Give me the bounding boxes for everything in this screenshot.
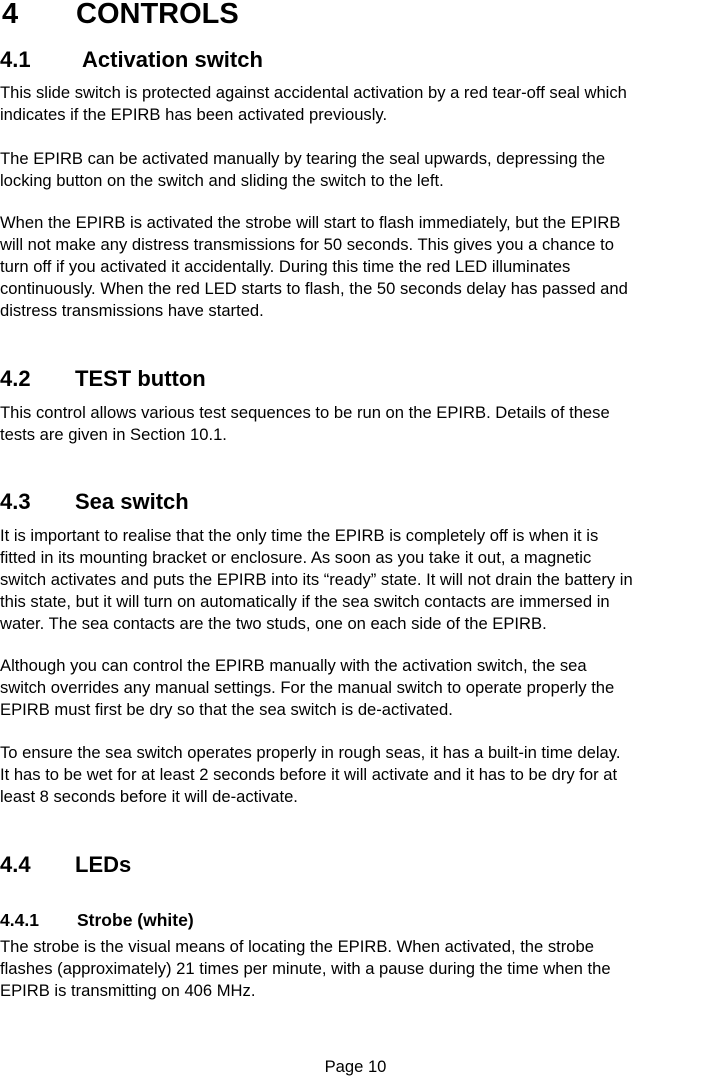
text-line: distress transmissions have started.: [0, 301, 264, 320]
text-line: EPIRB is transmitting on 406 MHz.: [0, 981, 256, 1000]
paragraph-4-3-a: [0, 525, 711, 635]
section-heading-4-3: [0, 488, 189, 516]
text-line: least 8 seconds before it will de-activate.: [0, 787, 298, 806]
section-number: 4.1: [0, 47, 31, 72]
subsection-heading-4-4-1: [0, 909, 194, 931]
text-line: turn off if you activated it accidentally. During this time the red LED illuminates: [0, 257, 571, 276]
subsection-number: 4.4.1: [0, 910, 39, 930]
section-heading-4-2: [0, 365, 206, 393]
text-line: It has to be wet for at least 2 seconds before it will activate and it has to be dry for at: [0, 765, 618, 784]
section-number: 4.2: [0, 366, 31, 391]
paragraph-4-2-a: [0, 402, 711, 446]
section-title: TEST button: [75, 366, 206, 391]
subsection-title: Strobe (white): [77, 910, 194, 930]
text-line: locking button on the switch and sliding the switch to the left.: [0, 171, 444, 190]
text-line: indicates if the EPIRB has been activated previously.: [0, 105, 388, 124]
text-line: flashes (approximately) 21 times per minute, with a pause during the time when the: [0, 959, 611, 978]
chapter-number: 4: [2, 0, 19, 30]
text-line: tests are given in Section 10.1.: [0, 425, 227, 444]
section-heading-4-4: [0, 851, 131, 879]
section-title: LEDs: [75, 852, 132, 877]
section-number: 4.4: [0, 852, 31, 877]
page-number: Page 10: [324, 1057, 387, 1076]
text-line: This control allows various test sequences to be run on the EPIRB. Details of these: [0, 403, 610, 422]
text-line: switch overrides any manual settings. For the manual switch to operate properly the: [0, 678, 615, 697]
text-line: The strobe is the visual means of locating the EPIRB. When activated, the strobe: [0, 937, 594, 956]
text-line: water. The sea contacts are the two studs, one on each side of the EPIRB.: [0, 614, 547, 633]
paragraph-4-1-b: [0, 148, 711, 192]
text-line: will not make any distress transmissions for 50 seconds. This gives you a chance to: [0, 235, 614, 254]
paragraph-4-1-a: [0, 82, 711, 126]
paragraph-4-1-c: [0, 212, 711, 322]
paragraph-4-3-c: [0, 742, 711, 808]
text-line: This slide switch is protected against accidental activation by a red tear-off seal which: [0, 83, 627, 102]
section-title: Sea switch: [75, 489, 189, 514]
paragraph-4-3-b: [0, 655, 711, 721]
text-line: EPIRB must first be dry so that the sea switch is de-activated.: [0, 700, 453, 719]
section-heading-4-1: [0, 46, 263, 74]
text-line: When the EPIRB is activated the strobe will start to flash immediately, but the EPIRB: [0, 213, 621, 232]
text-line: To ensure the sea switch operates properly in rough seas, it has a built-in time delay.: [0, 743, 621, 762]
text-line: Although you can control the EPIRB manually with the activation switch, the sea: [0, 656, 587, 675]
text-line: The EPIRB can be activated manually by tearing the seal upwards, depressing the: [0, 149, 606, 168]
chapter-heading: [2, 0, 239, 32]
text-line: It is important to realise that the only time the EPIRB is completely off is when it is: [0, 526, 599, 545]
section-title: Activation switch: [82, 47, 263, 72]
paragraph-4-4-1-a: [0, 936, 711, 1002]
chapter-title: CONTROLS: [76, 0, 239, 30]
text-line: fitted in its mounting bracket or enclosure. As soon as you take it out, a magnetic: [0, 548, 592, 567]
text-line: continuously. When the red LED starts to flash, the 50 seconds delay has passed and: [0, 279, 628, 298]
text-line: this state, but it will turn on automatically if the sea switch contacts are immersed in: [0, 592, 610, 611]
section-number: 4.3: [0, 489, 31, 514]
text-line: switch activates and puts the EPIRB into its “ready” state. It will not drain the battery in: [0, 570, 633, 589]
